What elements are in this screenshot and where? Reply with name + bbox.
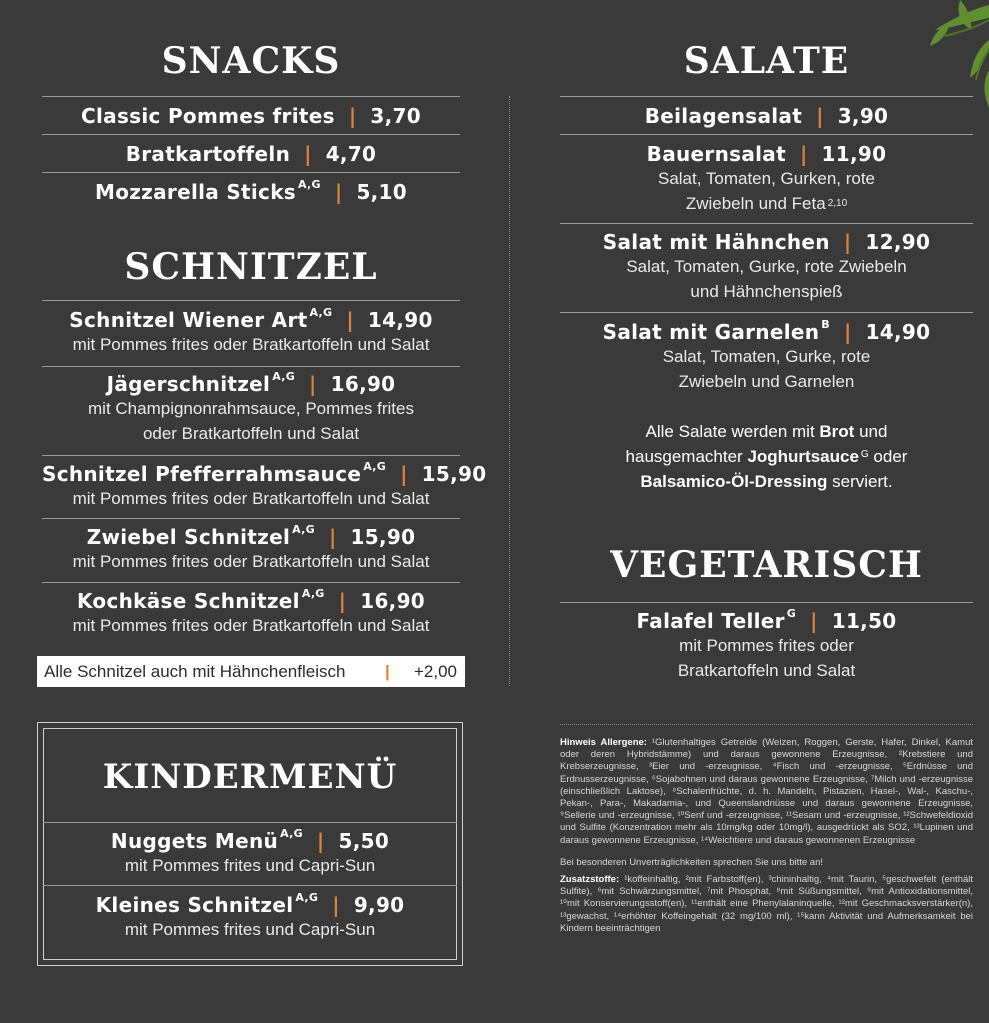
allergen-code: 2,10 bbox=[827, 198, 848, 209]
additives-text: ¹koffeinhaltig, ²mit Farbstoff(en), ³chininhaltig, ⁴mit Taurin, ⁵geschwefelt (enthält Sulfite), ⁶mit Schwärzungsmittel, ⁷mit Phosphat, ⁸mit Süßungsmittel, ⁹mit Antioxidationsmittel, ¹⁰mit Konservierungsstoff(en), ¹¹enthält eine Phenylalaninquelle, ¹²mit Geschmacksverstärker(n), ¹³gewachst, ¹⁴erhöhter Koffeingehalt (32 mg/100 ml), ¹⁵kann Aktivität und Aufmerksamkeit bei Kindern beeinträchtigen bbox=[560, 874, 974, 934]
item-description: mit Pommes frites und Capri-Sun bbox=[124, 856, 376, 875]
item-description: Zwiebeln und Garnelen bbox=[678, 372, 855, 391]
item-description: mit Pommes frites oder Bratkartoffeln und Salat bbox=[72, 489, 430, 508]
price-separator: | bbox=[332, 893, 340, 917]
note-bold: Balsamico-Öl-Dressing bbox=[640, 472, 828, 491]
note-text: serviert. bbox=[827, 472, 893, 491]
right-column bbox=[560, 0, 973, 700]
menu-item bbox=[38, 829, 462, 878]
note-text: hausgemachter bbox=[625, 447, 748, 466]
menu-item bbox=[560, 142, 973, 216]
menu-item bbox=[560, 230, 973, 304]
item-price: 15,90 bbox=[350, 525, 416, 549]
divider bbox=[560, 312, 973, 313]
price-separator: | bbox=[816, 104, 824, 128]
menu-item bbox=[42, 104, 460, 128]
menu-item bbox=[42, 460, 487, 511]
price-separator: | bbox=[316, 829, 325, 853]
divider bbox=[43, 885, 457, 886]
price-separator: | bbox=[385, 662, 390, 681]
allergen-code: B bbox=[821, 318, 830, 331]
divider bbox=[560, 602, 973, 603]
item-description: mit Pommes frites oder Bratkartoffeln und Salat bbox=[72, 552, 430, 571]
item-name: Kochkäse Schnitzel bbox=[76, 589, 300, 613]
item-description: Salat, Tomaten, Gurke, rote bbox=[662, 347, 871, 366]
allergen-code: A,G bbox=[295, 891, 319, 904]
item-name: Beilagensalat bbox=[644, 104, 803, 128]
additives-label: Zusatzstoffe: bbox=[560, 874, 620, 886]
option-text: Alle Schnitzel auch mit Hähnchenfleisch bbox=[44, 662, 346, 681]
item-description: und Hähnchenspieß bbox=[690, 282, 843, 301]
price-separator: | bbox=[309, 372, 317, 396]
item-name: Schnitzel Wiener Art bbox=[69, 308, 308, 332]
menu-item bbox=[38, 893, 462, 942]
item-description: Salat, Tomaten, Gurke, rote Zwiebeln bbox=[626, 257, 907, 276]
note-text: Alle Salate werden mit bbox=[645, 422, 820, 441]
allergen-code: G bbox=[786, 607, 797, 620]
item-name: Salat mit Garnelen bbox=[602, 320, 820, 344]
item-price: 16,90 bbox=[330, 372, 396, 396]
item-description: mit Pommes frites oder Bratkartoffeln und Salat bbox=[72, 616, 430, 635]
item-name: Jägerschnitzel bbox=[106, 372, 271, 396]
divider bbox=[560, 134, 973, 135]
item-description: Salat, Tomaten, Gurken, rote bbox=[657, 169, 876, 188]
divider bbox=[42, 300, 460, 301]
item-price: 11,90 bbox=[821, 142, 887, 166]
note-bold: Brot bbox=[819, 422, 855, 441]
item-price: 15,90 bbox=[421, 462, 487, 486]
item-price: 14,90 bbox=[865, 320, 931, 344]
price-separator: | bbox=[810, 609, 818, 633]
allergen-label: Hinweis Allergene: bbox=[560, 737, 647, 748]
divider bbox=[43, 822, 457, 823]
allergen-text: ¹Glutenhaltiges Getreide (Weizen, Roggen, Gerste, Hafer, Dinkel, Kamut oder deren Hybridstämme) und daraus gewonnene Erzeugnisse, ²Krebstiere und Krebserzeugnisse, ³Eier und -erzeugnisse, ⁴Fisch und -erzeugnisse, ⁵Erdnüsse und Erdnusserzeugnisse, ⁶Sojabohnen und daraus gewonnene Erzeugnisse, ⁷Milch und -erzeugnisse (einschließlich Laktose), ⁸Schalenfrüchte, d. h. Mandeln, Pistazien, Hasel-, Wal-, Kaschu-, Pekan-, Para-, Makadamia-, und Queenslandnüsse und daraus gewonnene Erzeugnisse, ⁹Sellerie und -erzeugnisse, ¹⁰Senf und -erzeugnisse, ¹¹Sesam und -erzeugnisse, ¹²Schwefeldioxid und Sulfite (Konzentration mehr als 10mg/kg oder 10mg/l), ausgedrückt als SO2, ¹³Lupinen und daraus gewonnene Erzeugnisse, ¹⁴Weichtiere und daraus gewonnenen Erzeugnisse bbox=[560, 737, 973, 846]
menu-item bbox=[560, 609, 973, 683]
divider bbox=[42, 366, 460, 367]
option-price: +2,00 bbox=[413, 662, 457, 681]
item-name: Schnitzel Pfefferrahmsauce bbox=[42, 462, 362, 486]
item-price: 3,90 bbox=[837, 104, 889, 128]
menu-item bbox=[42, 372, 460, 446]
menu-item bbox=[560, 320, 973, 394]
allergen-code: A,G bbox=[272, 370, 296, 383]
item-description: mit Pommes frites oder Bratkartoffeln und Salat bbox=[72, 335, 430, 354]
item-description: Bratkartoffeln und Salat bbox=[677, 661, 856, 680]
item-name: Kleines Schnitzel bbox=[95, 893, 294, 917]
item-name: Mozzarella Sticks bbox=[95, 180, 296, 204]
kindermenu-heading: KINDERMENÜ bbox=[102, 757, 398, 797]
price-separator: | bbox=[346, 308, 354, 332]
item-price: 14,90 bbox=[367, 308, 433, 332]
item-description: oder Bratkartoffeln und Salat bbox=[142, 424, 360, 443]
divider bbox=[42, 582, 460, 583]
item-price: 12,90 bbox=[865, 230, 931, 254]
chicken-option-banner bbox=[37, 656, 465, 687]
left-column bbox=[42, 0, 487, 690]
vegetarisch-heading: VEGETARISCH bbox=[610, 544, 923, 586]
menu-item bbox=[42, 525, 460, 574]
allergen-code: A,G bbox=[298, 178, 321, 191]
divider bbox=[42, 518, 460, 519]
desc-text: Zwiebeln und Feta bbox=[685, 194, 826, 213]
item-description: mit Pommes frites und Capri-Sun bbox=[124, 920, 376, 939]
item-name: Classic Pommes frites bbox=[81, 104, 335, 128]
intolerance-note: Bei besonderen Unverträglichkeiten sprechen Sie uns bitte an! bbox=[560, 856, 823, 868]
price-separator: | bbox=[400, 462, 408, 486]
price-separator: | bbox=[843, 320, 852, 344]
item-description bbox=[560, 191, 973, 216]
price-separator: | bbox=[338, 589, 347, 613]
allergen-code: A,G bbox=[309, 306, 333, 319]
salad-note bbox=[560, 419, 973, 494]
additives-info bbox=[560, 874, 973, 935]
allergen-code: A,G bbox=[301, 587, 325, 600]
menu-item bbox=[42, 308, 460, 357]
item-price: 5,10 bbox=[356, 180, 407, 204]
footer-separator bbox=[560, 724, 973, 725]
item-name: Zwiebel Schnitzel bbox=[86, 525, 291, 549]
salate-heading: SALATE bbox=[683, 40, 850, 82]
allergen-info bbox=[560, 737, 973, 847]
menu-item bbox=[42, 589, 460, 638]
menu-item bbox=[42, 142, 460, 166]
menu-item bbox=[42, 180, 460, 204]
price-separator: | bbox=[348, 104, 357, 128]
item-name: Salat mit Hähnchen bbox=[602, 230, 830, 254]
divider bbox=[560, 223, 973, 224]
item-name: Falafel Teller bbox=[636, 609, 785, 633]
price-separator: | bbox=[334, 180, 343, 204]
snacks-heading: SNACKS bbox=[161, 40, 341, 82]
allergen-code: A,G bbox=[363, 460, 387, 473]
price-separator: | bbox=[843, 230, 852, 254]
menu-item bbox=[560, 104, 973, 128]
schnitzel-heading: SCHNITZEL bbox=[124, 246, 378, 288]
note-bold: Joghurtsauce bbox=[747, 447, 859, 466]
item-price: 3,70 bbox=[370, 104, 421, 128]
divider bbox=[42, 172, 460, 173]
column-separator bbox=[509, 96, 510, 686]
item-price: 11,50 bbox=[831, 609, 897, 633]
divider bbox=[42, 134, 460, 135]
divider bbox=[42, 455, 460, 456]
item-price: 4,70 bbox=[325, 142, 377, 166]
price-separator: | bbox=[304, 142, 312, 166]
note-text: und bbox=[854, 422, 888, 441]
divider bbox=[42, 96, 460, 97]
allergen-code: A,G bbox=[292, 523, 315, 536]
item-price: 9,90 bbox=[353, 893, 405, 917]
price-separator: | bbox=[328, 525, 337, 549]
divider bbox=[560, 96, 973, 97]
item-description: mit Champignonrahmsauce, Pommes frites bbox=[88, 399, 414, 418]
price-separator: | bbox=[799, 142, 808, 166]
allergen-footer bbox=[560, 737, 973, 935]
item-price: 5,50 bbox=[338, 829, 390, 853]
kindermenu-box bbox=[37, 722, 463, 966]
item-description: mit Pommes frites oder bbox=[679, 636, 854, 655]
item-name: Bratkartoffeln bbox=[125, 142, 291, 166]
note-text: oder bbox=[868, 447, 908, 466]
item-name: Nuggets Menü bbox=[110, 829, 279, 853]
item-price: 16,90 bbox=[360, 589, 426, 613]
allergen-code: A,G bbox=[280, 827, 303, 840]
item-name: Bauernsalat bbox=[646, 142, 786, 166]
allergen-code: G bbox=[860, 449, 869, 460]
